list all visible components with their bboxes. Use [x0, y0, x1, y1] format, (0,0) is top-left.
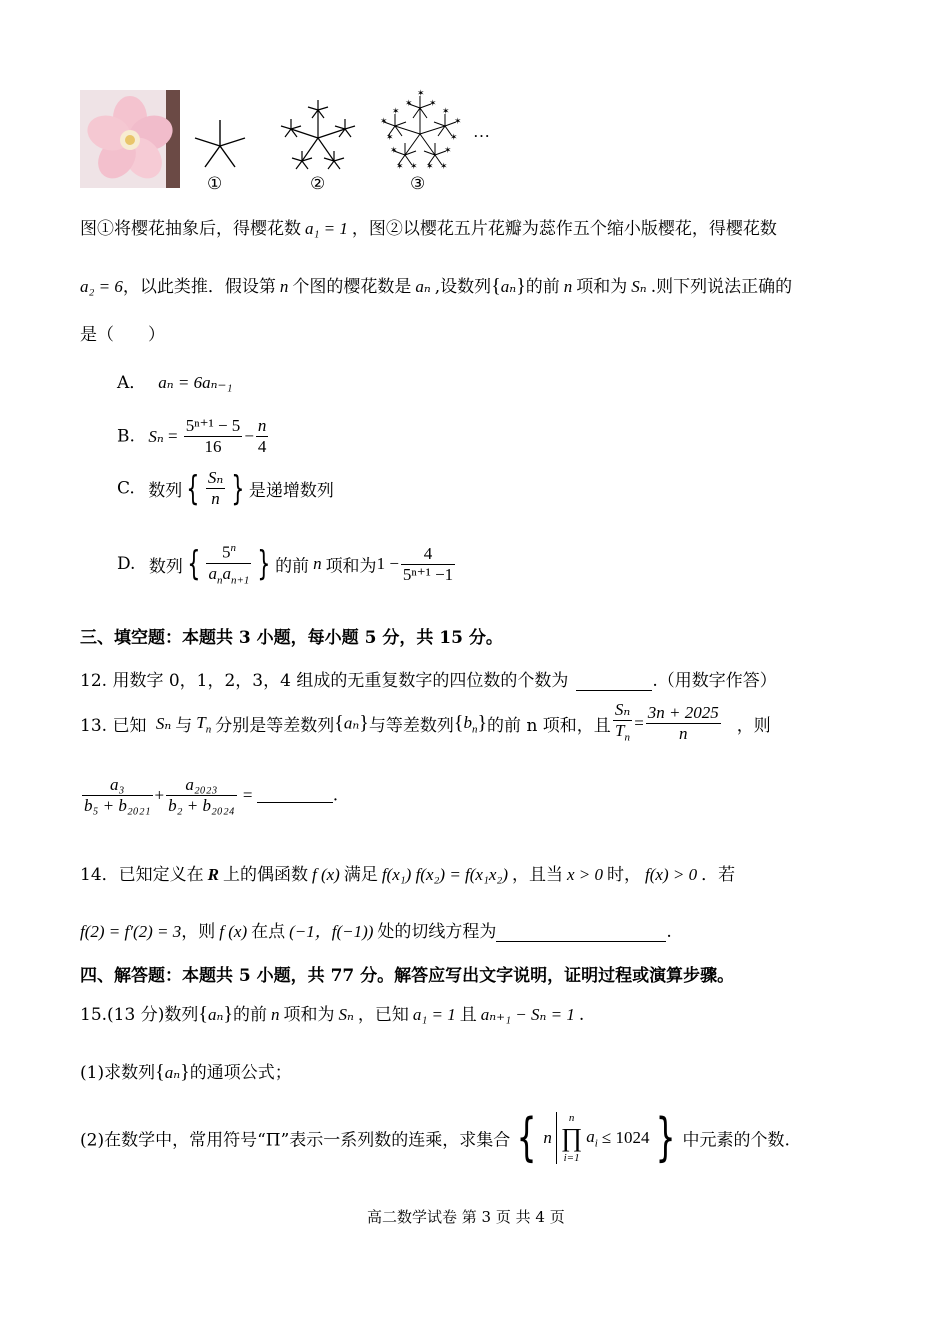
- svg-text:✶: ✶: [390, 146, 398, 156]
- figure-1-label: ①: [207, 174, 223, 193]
- option-b-fraction-1: $\frac{\text{5ⁿ⁺¹ − 5}}{16}$: [185, 416, 241, 456]
- figure-ellipsis: …: [473, 122, 490, 141]
- q15-part2: (2)在数学中，常用符号“Π”表示一系列数的连乘，求集合 { n n ∏ i=1 $a_i \le 1024$ } 中元素的个数.: [80, 1108, 790, 1168]
- q13-fraction-1: $\frac{\text{a₃}}{\text{b₅ + b₂₀₂₁}}$: [84, 775, 151, 815]
- figure-3-label: ③: [410, 174, 426, 193]
- svg-text:✶: ✶: [426, 162, 434, 172]
- svg-text:✶: ✶: [417, 89, 425, 99]
- figure-2-label: ②: [310, 174, 326, 193]
- q11-line1: 图①将樱花抽象后，得樱花数 a₁ = 1 ，图②以樱花五片花瓣为蕊作五个缩小版樱花，得樱花数: [80, 219, 777, 239]
- q13-fraction-2: $\frac{\text{a₂₀₂₃}}{\text{b₂ + b₂₀₂₄}}$: [168, 775, 235, 815]
- q13-line1: 13. 已知 Sₙ 与 $T_n$ 分别是等差数列{aₙ}与等差数列$\{b_n\}$的前 n 项和，且 $\frac{\text{Sₙ}}{T_n}$ = $\frac{3n + 2025}{n}$ ，则: [80, 700, 771, 748]
- cherry-blossom-photo: [80, 90, 180, 188]
- q13-ratio-fraction: $\frac{\text{Sₙ}}{T_n}$: [614, 700, 631, 744]
- product-symbol: n ∏ i=1: [560, 1112, 583, 1164]
- option-c[interactable]: C. 数列 { $\frac{\text{Sₙ}}{n}$ } 是递增数列: [117, 468, 334, 509]
- q13-rhs-fraction: $\frac{3n + 2025}{n}$: [647, 703, 719, 744]
- option-d-fraction-1: $\frac{5^n}{a_na_{n+1}}$: [206, 538, 251, 590]
- svg-text:✶: ✶: [440, 162, 448, 172]
- section-3-heading: 三、填空题：本题共 3 小题，每小题 5 分，共 15 分。: [80, 628, 503, 648]
- q13-answer-blank[interactable]: [257, 788, 333, 803]
- svg-text:✶: ✶: [405, 99, 413, 109]
- option-b[interactable]: B. Sₙ = $\frac{\text{5ⁿ⁺¹ − 5}}{16}$ − $\frac{n}{4}$: [117, 416, 267, 456]
- q13-line2: $\frac{\text{a₃}}{\text{b₅ + b₂₀₂₁}}$ + $\frac{\text{a₂₀₂₃}}{\text{b₂ + b₂₀₂₄}}$ = .: [84, 775, 339, 815]
- svg-text:✶: ✶: [450, 133, 458, 143]
- q14-answer-blank[interactable]: [496, 923, 666, 942]
- svg-text:✶: ✶: [380, 117, 388, 127]
- svg-text:✶: ✶: [429, 99, 437, 109]
- q12-answer-blank[interactable]: [576, 672, 652, 691]
- option-c-fraction: $\frac{\text{Sₙ}}{n}$: [207, 468, 224, 508]
- option-d[interactable]: D. 数列 { $\frac{5^n}{a_na_{n+1}}$ } 的前 n 项和为1 − $\frac{4}{\text{5ⁿ⁺¹ −1}}$: [117, 538, 457, 590]
- svg-text:✶: ✶: [386, 133, 394, 143]
- figure-2-star: [273, 96, 363, 176]
- svg-text:✶: ✶: [396, 162, 404, 172]
- q14-line2: f(2) = f′(2) = 3，则 f (x) 在点 (−1，f(−1)) 处的切线方程为 .: [80, 922, 672, 942]
- option-d-fraction-2: $\frac{4}{\text{5ⁿ⁺¹ −1}}$: [402, 543, 454, 584]
- svg-text:✶: ✶: [454, 117, 462, 127]
- q15-part1: (1)求数列{aₙ}的通项公式；: [80, 1061, 292, 1083]
- q11-line3: 是（ ）: [80, 325, 165, 345]
- figure-row: [80, 88, 800, 198]
- page-footer: 高二数学试卷 第 3 页 共 4 页: [367, 1208, 565, 1226]
- option-b-fraction-2: $\frac{n}{4}$: [257, 416, 267, 456]
- q15-line1: 15.(13 分)数列{aₙ}的前 n 项和为 Sₙ ，已知 a₁ = 1 且 aₙ₊₁ − Sₙ = 1 .: [80, 1003, 585, 1025]
- svg-text:✶: ✶: [392, 107, 400, 117]
- q14-line1: 14．已知定义在 R 上的偶函数 f (x) 满足 f(x₁) f(x₂) = f(x₁x₂) ，且当 x > 0 时， f(x) > 0 ．若: [80, 865, 736, 885]
- q12: 12. 用数字 0，1，2，3，4 组成的无重复数字的四位数的个数为 .（用数字作答）: [80, 671, 777, 691]
- svg-text:✶: ✶: [444, 146, 452, 156]
- section-4-heading: 四、解答题：本题共 5 小题，共 77 分。解答应写出文字说明，证明过程或演算步骤。: [80, 966, 735, 986]
- q11-line2: a₂ = 6，以此类推．假设第 n 个图的樱花数是 aₙ ,设数列{aₙ}的前 n 项和为 Sₙ .则下列说法正确的: [80, 275, 793, 297]
- svg-text:✶: ✶: [442, 107, 450, 117]
- option-a[interactable]: A． aₙ = 6aₙ₋₁: [117, 373, 233, 393]
- svg-text:✶: ✶: [410, 162, 418, 172]
- figure-3-star: [370, 88, 470, 176]
